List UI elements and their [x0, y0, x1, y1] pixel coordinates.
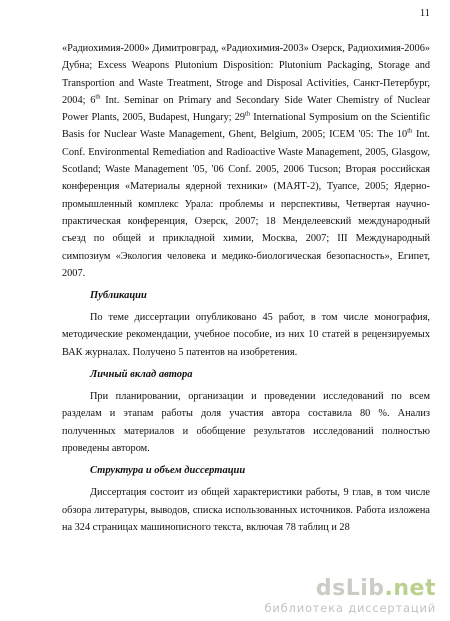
watermark-logo — [264, 577, 436, 601]
paragraph-publications: По теме диссертации опубликовано 45 работ, в том числе монография, методические рекомендации, учебное пособие, из них 10 статей в рецензируемых ВАК журналах. Получено 5 патентов на изобретения. — [62, 312, 430, 358]
page-number: 11 — [419, 8, 430, 19]
sup-th-a: th — [95, 93, 101, 101]
paragraph-conferences — [62, 40, 430, 282]
document-body — [62, 40, 430, 536]
paragraph-personal-contribution: При планировании, организации и проведении исследований по всем разделам и этапам работы доля участия автора составила 80 %. Анализ полученных материалов и обобщение результатов исследований полностью проведены автором. — [62, 391, 430, 454]
conf-text-a: «Радиохимия-2000» Димитровград, «Радиохимия-2003» Озерск, Радиохимия-2006» Дубна; Excess Weapons Plutonium Disposition: Plutonium Packaging, Storage and Transportion and Waste Treatment, Stroge and Disposal Activities, Санкт-Петербург, 2004; 6 — [62, 43, 430, 106]
watermark — [264, 577, 436, 615]
sup-th-c: th — [407, 128, 413, 136]
conf-text-c: International Symposium on the Scientific Basis for Nuclear Waste Management, Ghent, Belgium, 2005; ICEM '05: The 10 — [62, 112, 430, 141]
watermark-logo-main: dsLib — [315, 576, 385, 601]
conf-text-d: Int. Conf. Environmental Remediation and Radioactive Waste Management, 2005, Glasgow, Scotland; Waste Management '05, '06 Conf. 2005, 2006 Tucson; Вторая российская конференция «Материалы ядерной техники» (МАЯТ-2), Туапсе, 2005; Ядерно-промышленный комплекс Урала: проблемы и перспективы, Четвертая научно-практическая конференция, Озерск, 2007; 18 Менделеевский международный съезд по общей и прикладной химии, Москва, 2007; III Международный симпозиум «Экология человека и медико-биологическая безопасность», Египет, 2007. — [62, 129, 431, 279]
heading-structure: Структура и объем диссертации — [90, 465, 246, 477]
watermark-tagline: библиотека диссертаций — [264, 601, 436, 615]
heading-publications: Публикации — [90, 290, 147, 302]
paragraph-structure: Диссертация состоит из общей характеристики работы, 9 глав, в том числе обзора литературы, выводов, списка использованных источников. Работа изложена на 324 страницах машинописного текста, включая 78 таблиц и 28 — [62, 487, 430, 533]
conf-text-b: Int. Seminar on Primary and Secondary Side Water Chemistry of Nuclear Power Plants, 2005, Budapest, Hungary; 29 — [62, 94, 430, 124]
heading-personal-contribution: Личный вклад автора — [90, 369, 193, 381]
watermark-logo-tld: .net — [384, 576, 436, 601]
sup-th-b: th — [245, 110, 251, 118]
